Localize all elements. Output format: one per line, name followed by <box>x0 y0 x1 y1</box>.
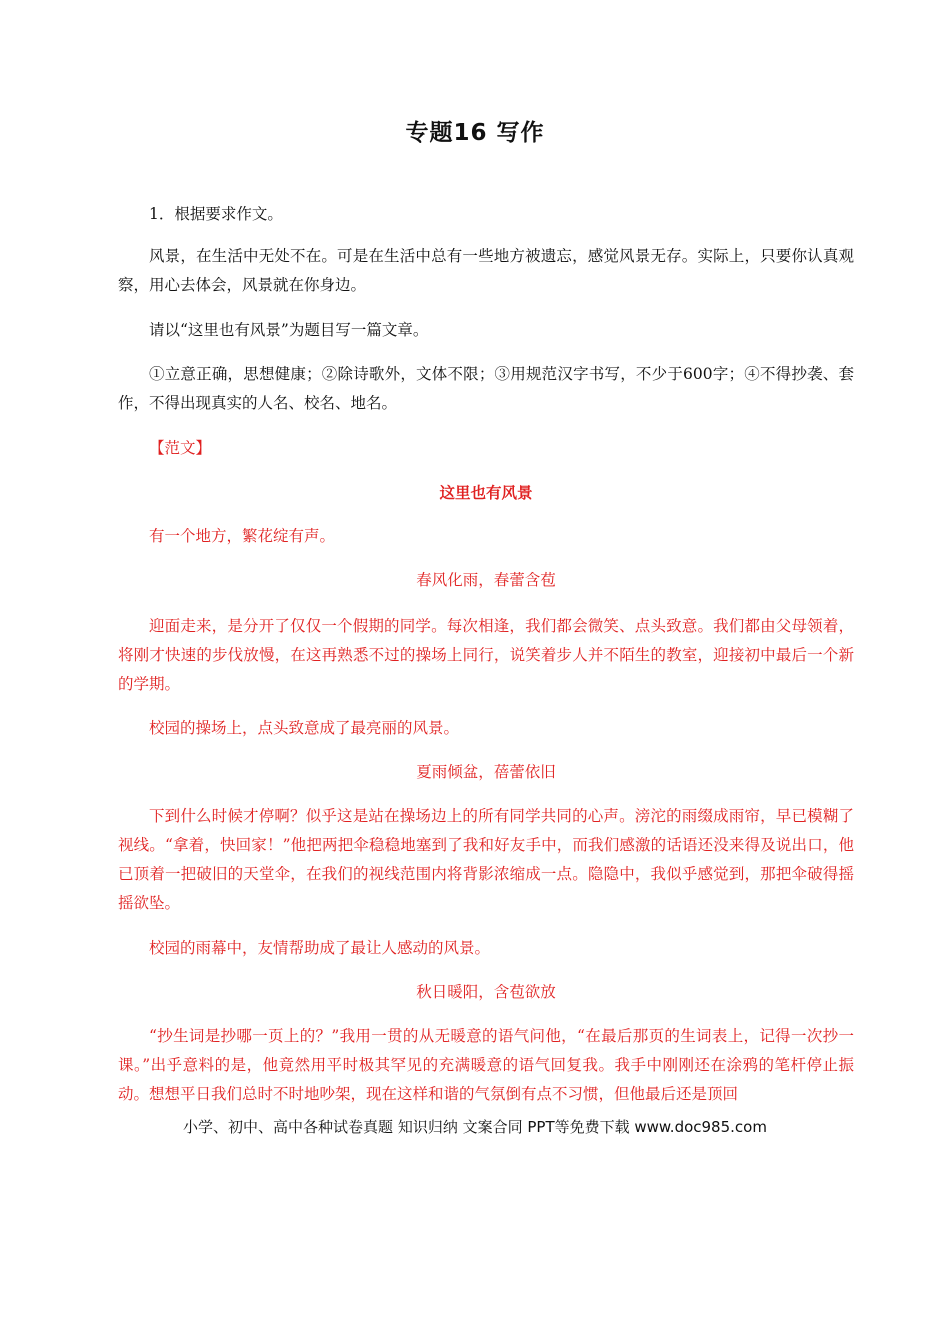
section-1-heading: 春风化雨，春蕾含苞 <box>416 571 556 589</box>
page-title: 专题16 写作 <box>405 120 545 146</box>
essay-title: 这里也有风景 <box>439 483 533 502</box>
section-1-paragraph-2: 校园的操场上，点头致意成了最亮丽的风景。 <box>149 719 460 737</box>
footer-banner: 小学、初中、高中各种试卷真题 知识归纳 文案合同 PPT等免费下载 www.doc985.com <box>183 1118 767 1136</box>
section-2-paragraph-2: 校园的雨幕中，友情帮助成了最让人感动的风景。 <box>149 939 491 957</box>
prompt-paragraph-2: 请以“这里也有风景”为题目写一篇文章。 <box>149 321 429 339</box>
essay-intro: 有一个地方，繁花绽有声。 <box>149 527 336 545</box>
section-2-heading: 夏雨倾盆，蓓蕾依旧 <box>416 763 556 781</box>
section-3-paragraph-1: “抄生词是抄哪一页上的？”我用一贯的从无暖意的语气问他，“在最后那页的生词表上，记得一次抄一课。”出乎意料的是，他竟然用平时极其罕见的充满暖意的语气回复我。我手中刚刚还在涂鸦的笔杆停止振动。想想平日我们总时不时地吵架，现在这样和谐的气氛倒有点不习惯，但他最后还是顶回 <box>118 1027 854 1103</box>
sample-label: 【范文】 <box>149 439 212 457</box>
section-1-paragraph-1: 迎面走来，是分开了仅仅一个假期的同学。每次相逢，我们都会微笑、点头致意。我们都由父母领着，将刚才快速的步伐放慢，在这再熟悉不过的操场上同行，说笑着步人并不陌生的教室，迎接初中最后一个新的学期。 <box>118 617 854 693</box>
requirements-paragraph: ①立意正确，思想健康；②除诗歌外，文体不限；③用规范汉字书写，不少于600字；④不得抄袭、套作，不得出现真实的人名、校名、地名。 <box>118 365 854 412</box>
prompt-paragraph-1: 风景，在生活中无处不在。可是在生活中总有一些地方被遗忘，感觉风景无存。实际上，只要你认真观察，用心去体会，风景就在你身边。 <box>118 247 854 294</box>
section-3-heading: 秋日暖阳，含苞欲放 <box>416 983 556 1001</box>
question-number: 1．根据要求作文。 <box>149 205 283 223</box>
section-2-paragraph-1: 下到什么时候才停啊？似乎这是站在操场边上的所有同学共同的心声。滂沱的雨缀成雨帘，早已模糊了视线。“拿着，快回家！”他把两把伞稳稳地塞到了我和好友手中，而我们感激的话语还没来得及说出口，他已顶着一把破旧的天堂伞，在我们的视线范围内将背影浓缩成一点。隐隐中，我似乎感觉到，那把伞破得摇摇欲坠。 <box>118 807 854 912</box>
